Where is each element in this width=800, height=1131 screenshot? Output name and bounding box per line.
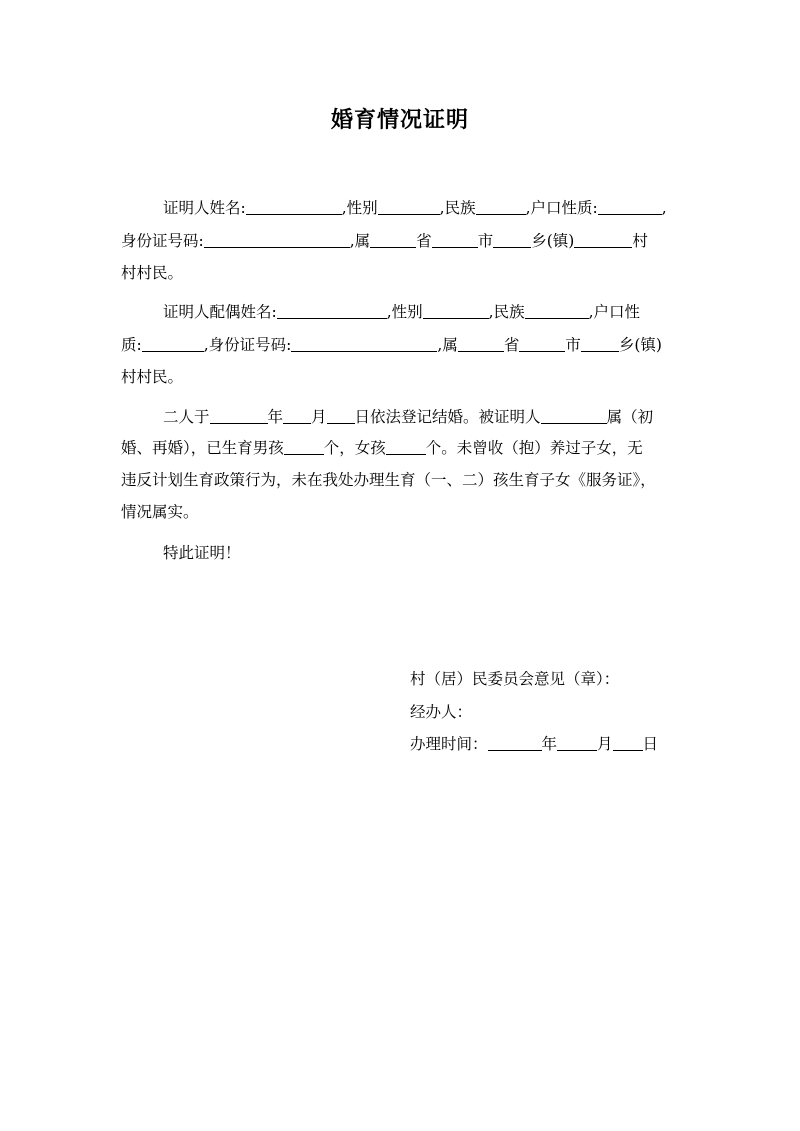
province-label: 省 <box>416 232 432 250</box>
para3-line2 <box>121 437 643 459</box>
id-number-blank[interactable] <box>204 231 350 248</box>
village-blank[interactable] <box>574 231 632 248</box>
para3-line1 <box>163 406 653 428</box>
handling-day-blank[interactable] <box>613 734 643 751</box>
spouse-id-blank[interactable] <box>291 335 437 352</box>
spouse-gender-label: ,性别 <box>386 303 423 321</box>
spouse-name-blank[interactable] <box>277 302 387 319</box>
handling-month-blank[interactable] <box>557 734 597 751</box>
spouse-gender-blank[interactable] <box>423 302 489 319</box>
spouse-hukou-label: ,户口性 <box>588 303 641 321</box>
para2-line2 <box>121 334 662 356</box>
para1-line1 <box>163 197 667 219</box>
committee-opinion-label: 村（居）民委员会意见（章）： <box>410 670 620 688</box>
hukou-type-label: ,户口性质: <box>525 199 598 217</box>
handling-year-label: 年 <box>541 735 558 753</box>
girls-count-blank[interactable] <box>386 438 426 455</box>
spouse-township-blank[interactable] <box>581 335 619 352</box>
marriage-day-blank[interactable] <box>327 407 355 424</box>
marriage-type-text: 属（初 <box>606 408 654 426</box>
adoption-text: 个。未曾收（抱）养过子女，无 <box>425 439 643 457</box>
city-label: 市 <box>477 232 494 250</box>
boys-count-blank[interactable] <box>284 438 324 455</box>
handling-year-blank[interactable] <box>488 734 542 751</box>
two-people-label: 二人于 <box>163 408 210 426</box>
para1-line3: 村村民。 <box>121 264 184 282</box>
witness-name-blank[interactable] <box>246 198 342 215</box>
township-label: 乡(镇) <box>531 232 575 250</box>
handling-date-label: 办理时间： <box>410 735 488 753</box>
id-number-label: 身份证号码: <box>121 232 204 250</box>
para3-line3: 违反计划生育政策行为，未在我处办理生育（一、二）孩生育子女《服务证》， <box>121 471 656 489</box>
witness-name-label: 证明人姓名: <box>163 199 246 217</box>
children-boys-text: 婚、再婚），已生育男孩 <box>121 439 284 457</box>
belongs-label: ,属 <box>349 232 371 250</box>
gender-label: ,性别 <box>341 199 378 217</box>
spouse-province-blank[interactable] <box>458 335 504 352</box>
handling-day-label: 日 <box>642 735 659 753</box>
hukou-type-cont-label: 质: <box>121 336 142 354</box>
province-blank[interactable] <box>370 231 416 248</box>
spouse-city-label: 市 <box>565 336 581 354</box>
spouse-township-label: 乡(镇) <box>618 336 662 354</box>
handler-label: 经办人： <box>410 703 473 721</box>
month-label: 月 <box>311 408 327 426</box>
para2-line1 <box>163 301 640 323</box>
township-blank[interactable] <box>493 231 531 248</box>
para1-line2 <box>121 230 648 252</box>
handling-month-label: 月 <box>597 735 613 753</box>
comma-text: , <box>661 199 667 217</box>
handling-date-line <box>410 733 658 755</box>
gender-blank[interactable] <box>378 198 440 215</box>
hukou-type-blank[interactable] <box>598 198 662 215</box>
spouse-id-label: ,身份证号码: <box>203 336 292 354</box>
spouse-province-label: 省 <box>503 336 520 354</box>
closing-statement: 特此证明！ <box>163 544 241 562</box>
marriage-month-blank[interactable] <box>283 407 311 424</box>
document-title: 婚育情况证明 <box>330 107 469 133</box>
ethnicity-blank[interactable] <box>476 198 526 215</box>
para2-line3: 村村民。 <box>121 368 184 386</box>
city-blank[interactable] <box>432 231 478 248</box>
children-girls-text: 个，女孩 <box>323 439 386 457</box>
para3-line4: 情况属实。 <box>121 503 199 521</box>
village-label: 村 <box>632 232 648 250</box>
spouse-city-blank[interactable] <box>519 335 565 352</box>
marriage-registered-text: 日依法登记结婚。被证明人 <box>354 408 541 426</box>
spouse-ethnicity-label: ,民族 <box>488 303 525 321</box>
spouse-hukou-blank[interactable] <box>142 335 204 352</box>
marriage-year-blank[interactable] <box>210 407 268 424</box>
spouse-name-label: 证明人配偶姓名: <box>163 303 277 321</box>
spouse-ethnicity-blank[interactable] <box>525 302 589 319</box>
ethnicity-label: ,民族 <box>439 199 476 217</box>
spouse-belongs-label: ,属 <box>437 336 458 354</box>
year-label: 年 <box>267 408 284 426</box>
marriage-type-blank[interactable] <box>541 407 607 424</box>
